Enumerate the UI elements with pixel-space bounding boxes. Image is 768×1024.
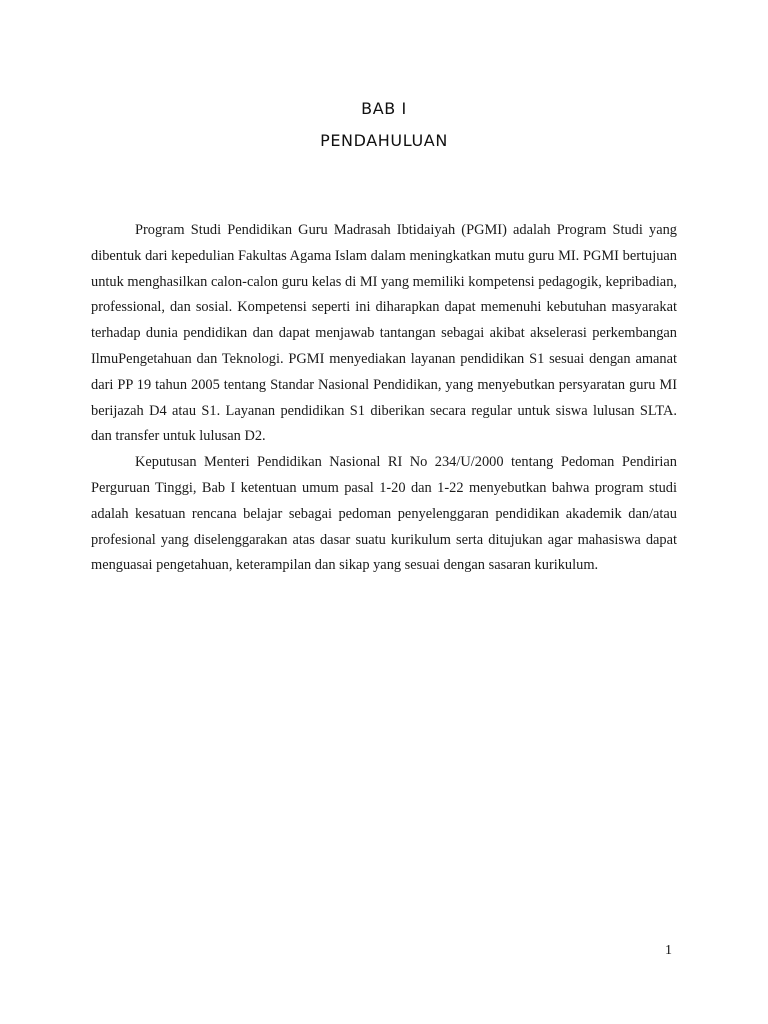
paragraph-pgmi-introduction: Program Studi Pendidikan Guru Madrasah Ibtidaiyah (PGMI) adalah Program Studi yang dibentuk dari kepedulian Fakultas Agama Islam dalam meningkatkan mutu guru MI. PGMI bertujuan untuk menghasilkan calon-calon guru kelas di MI yang memiliki kompetensi pedagogik, kepribadian, professional, dan sosial. Kompetensi seperti ini diharapkan dapat memenuhi kebutuhan masyarakat terhadap dunia pendidikan dan dapat menjawab tantangan sebagai akibat akselerasi perkembangan IlmuPengetahuan dan Teknologi. PGMI menyediakan layanan pendidikan S1 sesuai dengan amanat dari PP 19 tahun 2005 tentang Standar Nasional Pendidikan, yang menyebutkan persyaratan guru MI berijazah D4 atau S1. Layanan pendidikan S1 diberikan secara regular untuk siswa lulusan SLTA. dan transfer untuk lulusan D2. bbox=[91, 222, 677, 445]
chapter-number: BAB I bbox=[361, 99, 407, 118]
paragraph-keputusan-menteri: Keputusan Menteri Pendidikan Nasional RI No 234/U/2000 tentang Pedoman Pendirian Perguruan Tinggi, Bab I ketentuan umum pasal 1-20 dan 1-22 menyebutkan bahwa program studi adalah kesatuan rencana belajar sebagai pedoman penyelenggaran pendidikan akademik dan/atau profesional yang diselenggarakan atas dasar suatu kurikulum serta ditujukan agar mahasiswa dapat menguasai pengetahuan, keterampilan dan sikap yang sesuai dengan sasaran kurikulum. bbox=[91, 454, 677, 574]
body-text bbox=[91, 218, 677, 579]
page-number: 1 bbox=[665, 943, 672, 958]
chapter-title: PENDAHULUAN bbox=[320, 131, 448, 150]
